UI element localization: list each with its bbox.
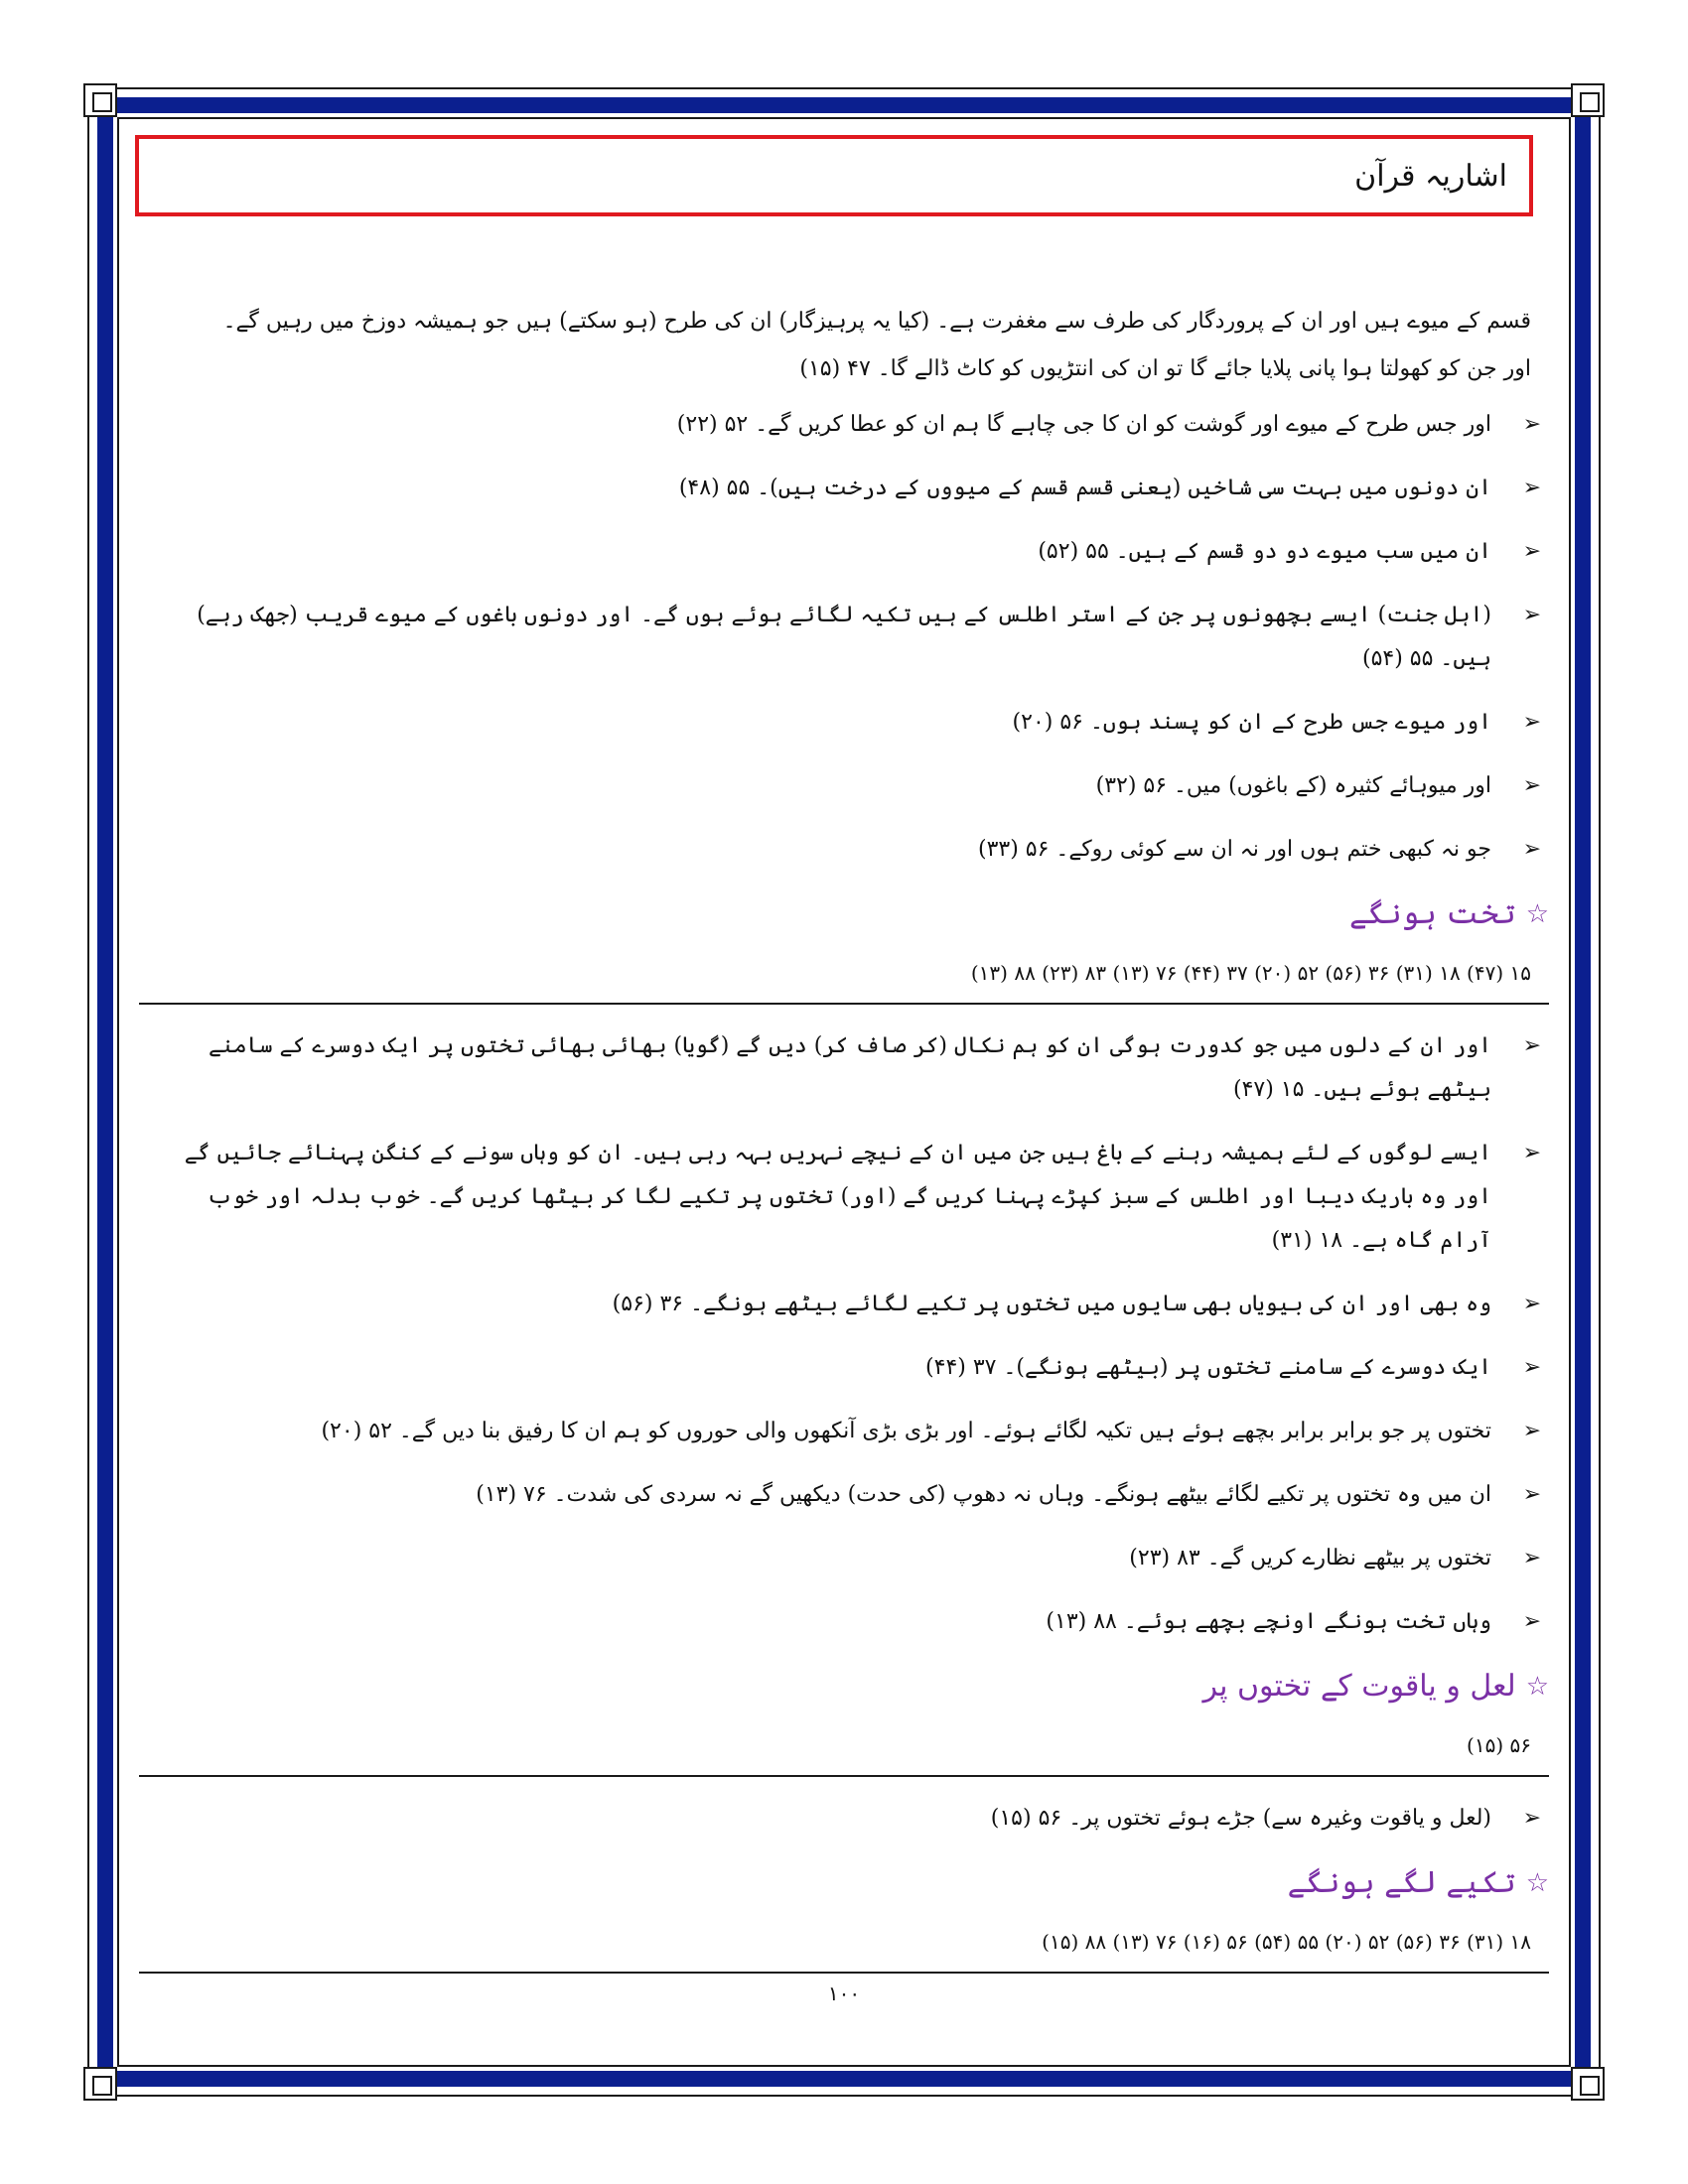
header-box	[135, 135, 1533, 216]
section1-list	[139, 1024, 1549, 1644]
list-item	[139, 403, 1549, 447]
list-item-text: ایسے لوگوں کے لئے ہمیشہ رہنے کے باغ ہیں جن میں ان کے نیچے نہریں بہہ رہی ہیں۔ ان کو وہاں سونے کے کنگن پہنائے جائیں گے اور وہ باریک دیبا اور اطلس کے سبز کپڑے پہنا کریں گے (اور) تختوں پر تکیے لگا کر بیٹھا کریں گے۔ خوب بدلہ اور خوب آرام گاہ ہے۔ ۱۸ (۳۱)	[184, 1141, 1491, 1253]
section-references: ۱۵ (۴۷) ۱۸ (۳۱) ۳۶ (۵۶) ۵۲ (۲۰) ۳۷ (۴۴) ۷۶ (۱۳) ۸۳ (۲۳) ۸۸ (۱۳)	[970, 961, 1531, 985]
list-item	[139, 828, 1549, 872]
bullet-arrow-icon: ➢	[1522, 476, 1541, 500]
header-title: اشاریہ قرآن	[1354, 158, 1507, 194]
divider	[139, 1003, 1549, 1005]
section-heading-text: لعل و یاقوت کے تختوں پر	[1202, 1669, 1516, 1704]
star-icon: ☆	[1525, 899, 1549, 929]
list-item	[139, 764, 1549, 808]
star-icon: ☆	[1525, 1672, 1549, 1702]
list-item	[139, 1537, 1549, 1580]
bullet-arrow-icon: ➢	[1522, 1482, 1541, 1507]
list-item	[139, 1600, 1549, 1644]
list-item-text: ان دونوں میں بہت سی شاخیں (یعنی قسم قسم کے میووں کے درخت ہیں)۔ ۵۵ (۴۸)	[678, 476, 1491, 500]
bullet-arrow-icon: ➢	[1522, 1033, 1541, 1058]
list-item	[139, 1410, 1549, 1453]
list-item-text: تختوں پر جو برابر برابر بچھے ہوئے ہیں تکیہ لگائے ہوئے۔ اور بڑی بڑی آنکھوں والی حوروں کو ہم ان کا رفیق بنا دیں گے۔ ۵۲ (۲۰)	[321, 1419, 1491, 1443]
list-item-text: جو نہ کبھی ختم ہوں اور نہ ان سے کوئی روکے۔ ۵۶ (۳۳)	[977, 837, 1491, 862]
section0-list	[139, 403, 1549, 872]
section-references: ۱۸ (۳۱) ۳۶ (۵۶) ۵۲ (۲۰) ۵۵ (۵۴) ۵۶ (۱۶) ۷۶ (۱۳) ۸۸ (۱۵)	[1042, 1930, 1531, 1954]
list-item-text: (لعل و یاقوت وغیرہ سے) جڑے ہوئے تختوں پر۔ ۵۶ (۱۵)	[990, 1806, 1491, 1831]
section-heading-cushions	[139, 1860, 1549, 1906]
bullet-arrow-icon: ➢	[1522, 710, 1541, 735]
section-references: ۵۶ (۱۵)	[1467, 1733, 1531, 1757]
section-heading-text: تکیے لگے ہونگے	[1287, 1865, 1516, 1900]
section-heading-thrones	[139, 891, 1549, 937]
list-item-text: اور میوہائے کثیرہ (کے باغوں) میں۔ ۵۶ (۳۲)	[1095, 773, 1491, 798]
list-item	[139, 1283, 1549, 1326]
bullet-arrow-icon: ➢	[1522, 1546, 1541, 1570]
bullet-arrow-icon: ➢	[1522, 1141, 1541, 1165]
list-item	[139, 594, 1549, 681]
list-item-text: وہ بھی اور ان کی بیویاں بھی سایوں میں تختوں پر تکیے لگائے بیٹھے ہونگے۔ ۳۶ (۵۶)	[612, 1292, 1491, 1316]
bullet-arrow-icon: ➢	[1522, 1806, 1541, 1831]
bullet-arrow-icon: ➢	[1522, 539, 1541, 564]
frame-corner-top-right	[1571, 83, 1605, 117]
list-item	[139, 467, 1549, 510]
list-item-text: وہاں تخت ہونگے اونچے بچھے ہوئے۔ ۸۸ (۱۳)	[1046, 1609, 1491, 1634]
list-item	[139, 1132, 1549, 1263]
section-heading-ruby-thrones	[139, 1664, 1549, 1709]
bullet-arrow-icon: ➢	[1522, 1419, 1541, 1443]
list-item-text: (اہل جنت) ایسے بچھونوں پر جن کے استر اطلس کے ہیں تکیہ لگائے ہوئے ہوں گے۔ اور دونوں باغوں کے میوے قریب (جھک رہے) ہیں۔ ۵۵ (۵۴)	[197, 603, 1491, 671]
star-icon: ☆	[1525, 1868, 1549, 1898]
page-content	[139, 298, 1549, 1954]
frame-corner-top-left	[83, 83, 117, 117]
bullet-arrow-icon: ➢	[1522, 1292, 1541, 1316]
page-number: ۱۰۰	[827, 1981, 861, 2005]
list-item-text: ایک دوسرے کے سامنے تختوں پر (بیٹھے ہونگے)۔ ۳۷ (۴۴)	[925, 1355, 1491, 1380]
frame-corner-bottom-right	[1571, 2067, 1605, 2101]
frame-corner-bottom-left	[83, 2067, 117, 2101]
intro-paragraph: قسم کے میوے ہیں اور ان کے پروردگار کی طرف سے مغفرت ہے۔ (کیا یہ پرہیزگار) ان کی طرح (ہو سکتے) ہیں جو ہمیشہ دوزخ میں رہیں گے۔ اور جن کو کھولتا ہوا پانی پلایا جائے گا تو ان کی انتڑیوں کو کاٹ ڈالے گا۔ ۴۷ (۱۵)	[222, 309, 1531, 381]
list-item-text: اور میوے جس طرح کے ان کو پسند ہوں۔ ۵۶ (۲۰)	[1012, 710, 1491, 735]
bullet-arrow-icon: ➢	[1522, 837, 1541, 862]
divider	[139, 1775, 1549, 1777]
bullet-arrow-icon: ➢	[1522, 1355, 1541, 1380]
list-item	[139, 530, 1549, 574]
list-item	[139, 1473, 1549, 1517]
bullet-arrow-icon: ➢	[1522, 412, 1541, 437]
list-item-text: اور جس طرح کے میوے اور گوشت کو ان کا جی چاہے گا ہم ان کو عطا کریں گے۔ ۵۲ (۲۲)	[676, 412, 1491, 437]
bullet-arrow-icon: ➢	[1522, 773, 1541, 798]
section2-list	[139, 1797, 1549, 1841]
list-item	[139, 1024, 1549, 1112]
list-item-text: اور ان کے دلوں میں جو کدورت ہوگی ان کو ہم نکال (کر صاف کر) دیں گے (گویا) بھائی بھائی تختوں پر ایک دوسرے کے سامنے بیٹھے ہوئے ہیں۔ ۱۵ (۴۷)	[209, 1033, 1491, 1102]
list-item-text: تختوں پر بیٹھے نظارے کریں گے۔ ۸۳ (۲۳)	[1129, 1546, 1491, 1570]
list-item	[139, 701, 1549, 745]
list-item	[139, 1797, 1549, 1841]
bullet-arrow-icon: ➢	[1522, 603, 1541, 627]
list-item	[139, 1346, 1549, 1390]
section-heading-text: تخت ہونگے	[1348, 896, 1516, 931]
divider	[139, 1972, 1549, 1974]
list-item-text: ان میں وہ تختوں پر تکیے لگائے بیٹھے ہونگے۔ وہاں نہ دھوپ (کی حدت) دیکھیں گے نہ سردی کی شدت۔ ۷۶ (۱۳)	[476, 1482, 1491, 1507]
bullet-arrow-icon: ➢	[1522, 1609, 1541, 1634]
list-item-text: ان میں سب میوے دو دو قسم کے ہیں۔ ۵۵ (۵۲)	[1038, 539, 1491, 564]
